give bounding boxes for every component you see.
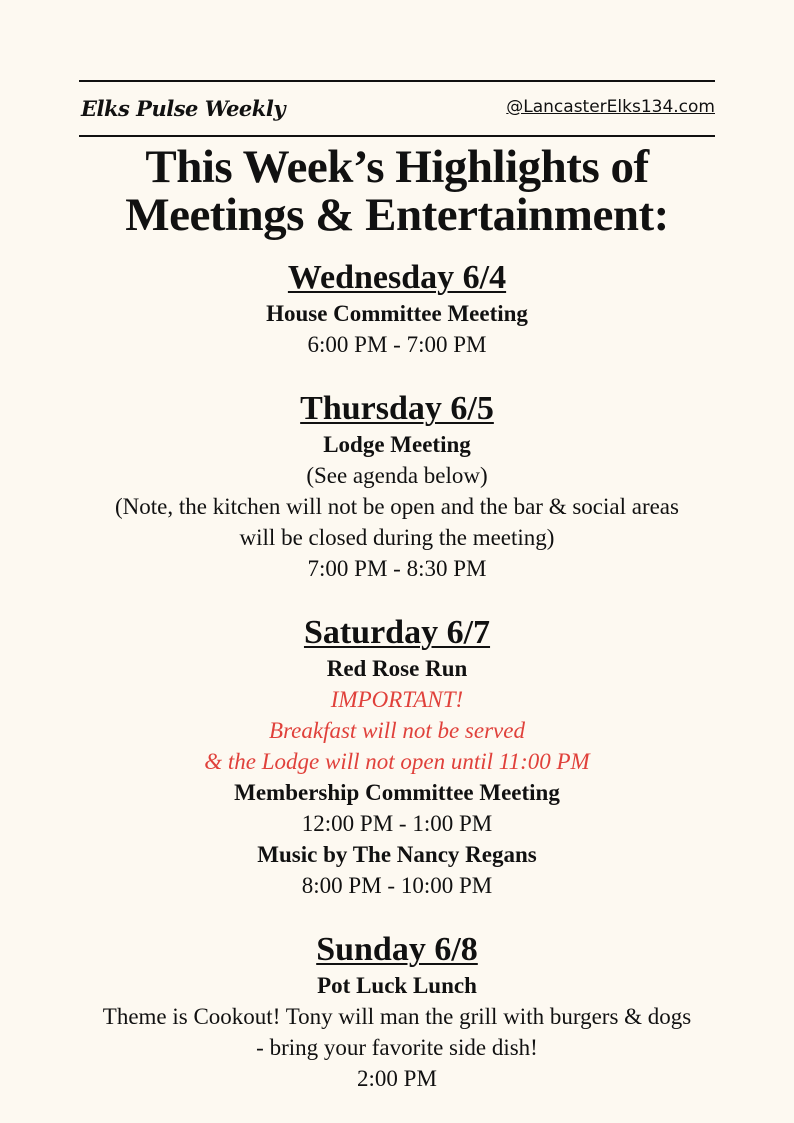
- event-detail: - bring your favorite side dish!: [256, 1035, 538, 1060]
- important-notice: IMPORTANT!: [330, 687, 464, 712]
- event-detail: (See agenda below): [306, 463, 488, 488]
- title-line-1: This Week’s Highlights of: [145, 141, 649, 193]
- day-heading: Thursday 6/5: [300, 390, 494, 427]
- event-title: Membership Committee Meeting: [234, 780, 560, 805]
- day-heading: Wednesday 6/4: [287, 259, 507, 296]
- event-title: Lodge Meeting: [323, 432, 471, 457]
- newsletter-logo: Elks Pulse Weekly: [81, 96, 286, 121]
- website-link[interactable]: @LancasterElks134.com: [506, 97, 715, 117]
- event-detail: 6:00 PM - 7:00 PM: [307, 332, 487, 357]
- event-detail: will be closed during the meeting): [239, 525, 555, 550]
- schedule-section: [0, 389, 794, 584]
- page-title: [0, 143, 794, 239]
- day-heading: Saturday 6/7: [303, 614, 491, 651]
- event-detail: 2:00 PM: [357, 1066, 437, 1091]
- title-line-2: Meetings & Entertainment:: [125, 189, 669, 241]
- masthead: [79, 92, 715, 130]
- event-detail: 7:00 PM - 8:30 PM: [307, 556, 487, 581]
- schedule-section: [0, 930, 794, 1094]
- event-detail: Theme is Cookout! Tony will man the grill with burgers & dogs: [102, 1004, 692, 1029]
- event-title: Red Rose Run: [326, 656, 468, 681]
- schedule: [0, 258, 794, 1123]
- event-title: House Committee Meeting: [266, 301, 528, 326]
- important-notice: Breakfast will not be served: [269, 718, 525, 743]
- event-detail: 8:00 PM - 10:00 PM: [301, 873, 493, 898]
- bottom-rule: [79, 135, 715, 137]
- schedule-section: [0, 613, 794, 901]
- event-title: Music by The Nancy Regans: [257, 842, 537, 867]
- event-detail: (Note, the kitchen will not be open and the bar & social areas: [115, 494, 679, 519]
- event-title: Pot Luck Lunch: [317, 973, 477, 998]
- top-rule: [79, 80, 715, 82]
- important-notice: & the Lodge will not open until 11:00 PM: [204, 749, 590, 774]
- day-heading: Sunday 6/8: [316, 931, 478, 968]
- event-detail: 12:00 PM - 1:00 PM: [301, 811, 493, 836]
- schedule-section: [0, 258, 794, 360]
